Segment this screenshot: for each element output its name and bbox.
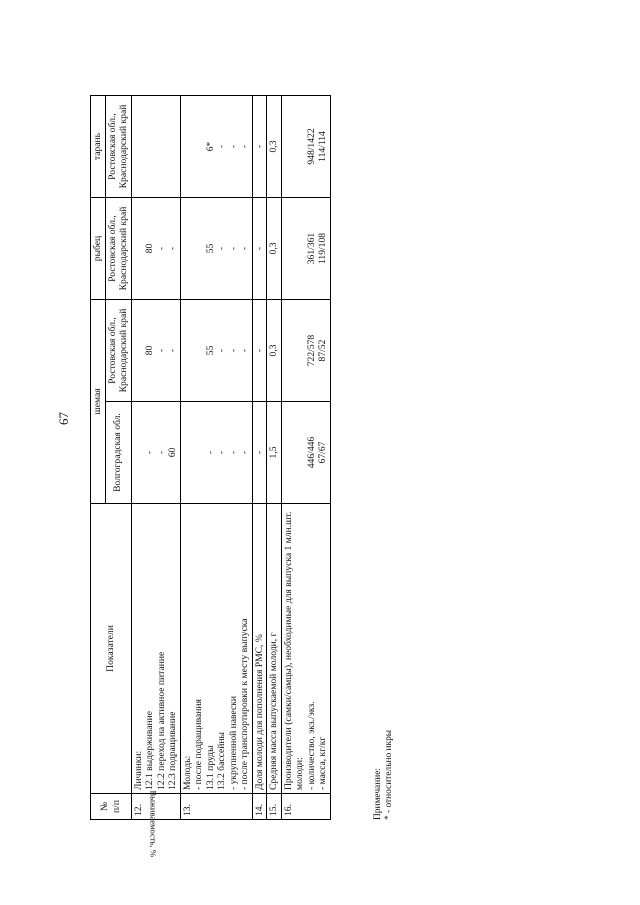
- cell-value: [182, 99, 194, 194]
- row-14-rybets-rk: -: [252, 198, 267, 300]
- cell-value: [193, 405, 205, 500]
- header-row-1: [91, 96, 106, 820]
- row-15: [267, 96, 282, 820]
- cell-value: -: [239, 246, 250, 251]
- row-13-line: Молодь:: [181, 755, 193, 790]
- row-16: [281, 96, 330, 820]
- cell-value: [283, 99, 295, 194]
- cell-value: 6*: [204, 141, 216, 152]
- row-14-num: 14.: [252, 794, 267, 820]
- cell-value: -: [216, 450, 227, 455]
- row-13-indicator: [180, 504, 252, 794]
- cell-value: [294, 303, 306, 398]
- row-14-indicator: Доля молоди для пополнения РМС, %: [252, 504, 267, 794]
- row-13-line: 13.2 бассейны: [216, 732, 227, 790]
- cell-value: -: [155, 450, 167, 455]
- row-16-line: молоди:: [294, 757, 305, 790]
- row-12-rybets-rk: [131, 198, 180, 300]
- cell-value: [294, 99, 306, 194]
- cell-value: 114/114: [317, 131, 328, 162]
- cell-value: [193, 201, 205, 296]
- cell-value: -: [216, 144, 227, 149]
- row-15-indicator: Средняя масса выпускаемой молоди, г: [267, 504, 282, 794]
- row-13-num: [148, 790, 252, 857]
- row-16-taran-rk: [281, 96, 330, 198]
- cell-value: [283, 405, 295, 500]
- cell-value: [182, 303, 194, 398]
- row-12-line: 12.2 переход на активное питание: [155, 651, 167, 790]
- row-16-line: - масса, кг/кг: [317, 736, 328, 790]
- data-table: [90, 95, 331, 857]
- cell-value: [167, 99, 179, 194]
- row-12-shemaya-rk: [131, 300, 180, 402]
- cell-value: 948/1422: [305, 128, 317, 165]
- cell-value: [133, 303, 145, 398]
- row-13-num-text: 13.: [181, 804, 193, 816]
- row-13-volgograd: [180, 402, 252, 504]
- header-rybets-rostov-krasnodar: Ростовская обл., Краснодарский край: [105, 198, 131, 300]
- cell-value: 119/108: [317, 232, 328, 265]
- row-14: [252, 96, 267, 820]
- cell-value: 87/52: [317, 339, 328, 362]
- cell-value: 60: [167, 447, 178, 458]
- cell-value: [156, 99, 168, 194]
- row-13: [180, 96, 252, 820]
- cell-value: -: [167, 348, 178, 353]
- table-note: [373, 730, 395, 820]
- cell-value: -: [239, 348, 250, 353]
- cell-value: -: [155, 348, 167, 353]
- row-14-shemaya-rk: -: [252, 300, 267, 402]
- row-12-num: 12.: [131, 794, 180, 820]
- cell-value: [294, 405, 306, 500]
- row-12-line: 12.3 подращивание: [167, 711, 178, 790]
- row-12-taran-rk: [131, 96, 180, 198]
- cell-value: [283, 201, 295, 296]
- cell-value: -: [239, 450, 250, 455]
- cell-value: [193, 303, 205, 398]
- row-15-num: 15.: [267, 794, 282, 820]
- header-shemaya: шемая: [91, 300, 106, 504]
- header-rybets: рыбец: [91, 198, 106, 300]
- cell-value: -: [239, 144, 250, 149]
- row-12-line: Личинки:: [132, 750, 144, 790]
- cell-value: [133, 405, 145, 500]
- header-num: № п/п: [91, 794, 132, 820]
- survival-vertical-label: Выживаемость, %: [148, 790, 158, 857]
- cell-value: [294, 201, 306, 296]
- row-16-volgograd: [281, 402, 330, 504]
- row-16-shemaya-rk: [281, 300, 330, 402]
- cell-value: 80: [144, 345, 155, 356]
- row-12-line: 12.1 выдерживание: [144, 710, 155, 790]
- cell-value: [133, 201, 145, 296]
- row-14-volgograd: -: [252, 402, 267, 504]
- row-13-line: - после транспортировки к месту выпуска: [239, 618, 250, 790]
- cell-value: -: [144, 450, 155, 455]
- header-taran: тарань: [91, 96, 106, 198]
- cell-value: -: [227, 144, 239, 149]
- row-15-volgograd: 1,5: [267, 402, 282, 504]
- header-taran-rostov-krasnodar: Ростовская обл., Краснодарский край: [105, 96, 131, 198]
- cell-value: -: [216, 348, 227, 353]
- cell-value: 722/578: [305, 334, 317, 367]
- cell-value: [133, 99, 145, 194]
- row-15-taran-rk: 0,3: [267, 96, 282, 198]
- header-volgograd: Волгоградская обл.: [105, 402, 131, 504]
- row-16-line: Производители (самки/самцы), необходимые для выпуска 1 млн.шт.: [282, 511, 294, 790]
- row-13-line: - укрупненной навески: [227, 695, 239, 790]
- cell-value: -: [227, 348, 239, 353]
- row-13-rybets-rk: [180, 198, 252, 300]
- cell-value: 80: [144, 243, 155, 254]
- row-16-indicator: [281, 504, 330, 794]
- row-12: [131, 96, 180, 820]
- page-number: 67: [56, 412, 71, 425]
- cell-value: 67/67: [317, 441, 328, 464]
- cell-value: 55: [204, 243, 216, 254]
- cell-value: -: [227, 246, 239, 251]
- header-indicator: Показатели: [91, 504, 132, 794]
- row-13-shemaya-rk: [180, 300, 252, 402]
- row-14-taran-rk: -: [252, 96, 267, 198]
- row-16-line: - количество, экз./экз.: [305, 701, 317, 790]
- cell-value: -: [227, 450, 239, 455]
- cell-value: -: [216, 246, 227, 251]
- note-title: Примечание:: [373, 767, 383, 820]
- row-15-rybets-rk: 0,3: [267, 198, 282, 300]
- header-shemaya-rostov-krasnodar: Ростовская обл., Краснодарский край: [105, 300, 131, 402]
- rotated-table-block: [90, 95, 394, 857]
- row-12-indicator: [131, 504, 180, 794]
- row-13-line: - после подращивания: [193, 699, 204, 790]
- row-12-volgograd: [131, 402, 180, 504]
- cell-value: -: [204, 450, 216, 455]
- cell-value: [144, 99, 156, 194]
- cell-value: -: [167, 246, 178, 251]
- note-text: * - относительно икры: [384, 729, 394, 820]
- row-16-num: 16.: [281, 794, 330, 820]
- cell-value: [182, 405, 194, 500]
- cell-value: [193, 99, 205, 194]
- row-16-rybets-rk: [281, 198, 330, 300]
- cell-value: [182, 201, 194, 296]
- row-13-line: 13.1 пруды: [204, 745, 216, 790]
- row-13-taran-rk: [180, 96, 252, 198]
- cell-value: -: [155, 246, 167, 251]
- cell-value: 361/361: [305, 232, 317, 265]
- row-15-shemaya-rk: 0,3: [267, 300, 282, 402]
- cell-value: [283, 303, 295, 398]
- cell-value: 446/446: [305, 436, 317, 469]
- cell-value: 55: [204, 345, 216, 356]
